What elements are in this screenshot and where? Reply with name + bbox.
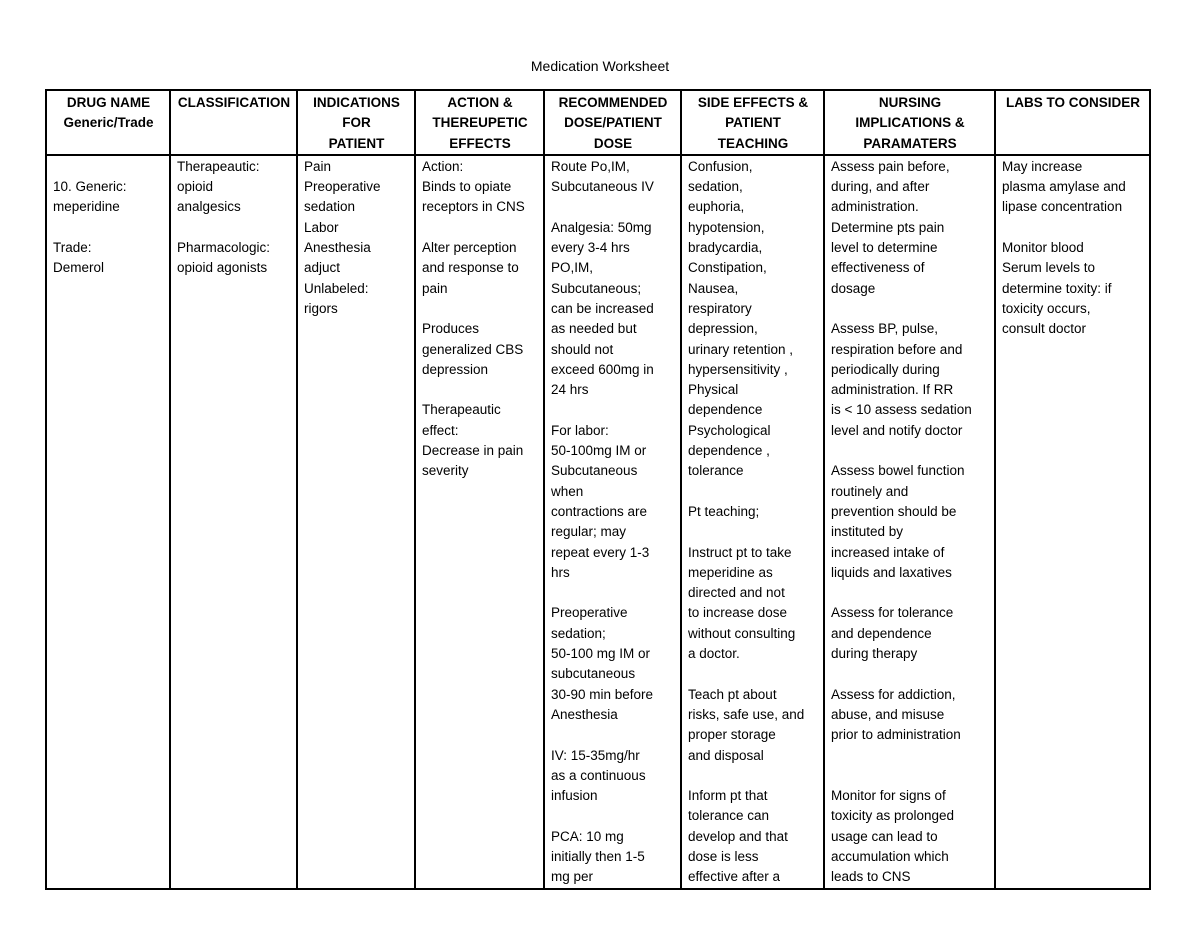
- cell-text-line: and response to: [422, 260, 519, 276]
- cell-text-line: Assess pain before,: [831, 158, 950, 174]
- cell-nursing-implications: [824, 155, 995, 889]
- cell-text-line: liquids and laxatives: [831, 564, 952, 580]
- cell-text-line: plasma amylase and: [1002, 179, 1126, 195]
- header-line: ACTION &: [447, 95, 513, 110]
- cell-text-line: rigors: [304, 300, 338, 316]
- cell-text-line: Assess BP, pulse,: [831, 321, 939, 337]
- cell-text-line: Pain: [304, 158, 332, 174]
- cell-text-line: opioid agonists: [177, 260, 268, 276]
- cell-text-line: [551, 725, 675, 745]
- cell-text-line: [831, 583, 989, 603]
- cell-text-line: urinary retention ,: [688, 341, 794, 357]
- cell-text-line: hypotension,: [688, 219, 765, 235]
- header-classification: [170, 90, 297, 155]
- cell-text-line: every 3-4 hrs: [551, 240, 630, 256]
- cell-text-line: dosage: [831, 280, 876, 296]
- cell-text-line: Monitor blood: [1002, 240, 1084, 256]
- cell-text-line: without consulting: [688, 625, 796, 641]
- cell-text-line: infusion: [551, 788, 598, 804]
- header-line: INDICATIONS: [313, 95, 400, 110]
- cell-text-line: [831, 746, 989, 766]
- header-line: TEACHING: [717, 135, 789, 151]
- cell-text-line: Assess for tolerance: [831, 605, 954, 621]
- cell-text-line: Subcutaneous;: [551, 280, 642, 296]
- cell-text-line: [422, 380, 538, 400]
- cell-text-line: prevention should be: [831, 503, 957, 519]
- cell-text-line: instituted by: [831, 524, 904, 540]
- cell-text-line: Pt teaching;: [688, 503, 760, 519]
- cell-text-line: respiration before and: [831, 341, 963, 357]
- cell-text-line: Preoperative: [304, 179, 381, 195]
- cell-text-line: level and notify doctor: [831, 422, 963, 438]
- cell-text-line: Unlabeled:: [304, 280, 369, 296]
- cell-text-line: sedation: [304, 199, 356, 215]
- cell-text-line: [831, 441, 989, 461]
- cell-text-line: tolerance: [688, 463, 744, 479]
- cell-text-line: [551, 400, 675, 420]
- header-nursing-implications: [824, 90, 995, 155]
- cell-text-line: Inform pt that: [688, 788, 768, 804]
- cell-text-line: hrs: [551, 564, 570, 580]
- cell-text-line: sedation;: [551, 625, 606, 641]
- cell-text-line: level to determine: [831, 240, 938, 256]
- cell-text-line: Subcutaneous: [551, 463, 638, 479]
- cell-text-line: sedation,: [688, 179, 743, 195]
- cell-text-line: effective after a: [688, 869, 781, 885]
- cell-text-line: [831, 766, 989, 786]
- cell-text-line: 50-100mg IM or: [551, 443, 647, 459]
- cell-text-line: Anesthesia: [304, 240, 371, 256]
- cell-text-line: dependence ,: [688, 443, 770, 459]
- cell-action-effects: [415, 155, 544, 889]
- cell-text-line: repeat every 1-3: [551, 544, 650, 560]
- cell-text-line: risks, safe use, and: [688, 706, 805, 722]
- cell-text-line: should not: [551, 341, 614, 357]
- cell-classification: [170, 155, 297, 889]
- cell-text-line: pain: [422, 280, 448, 296]
- cell-text-line: Constipation,: [688, 260, 767, 276]
- cell-text-line: Alter perception: [422, 240, 517, 256]
- cell-text-line: and dependence: [831, 625, 932, 641]
- cell-side-effects: [681, 155, 824, 889]
- cell-text-line: when: [551, 483, 584, 499]
- cell-text-line: initially then 1-5: [551, 848, 645, 864]
- cell-text-line: as a continuous: [551, 767, 646, 783]
- cell-text-line: For labor:: [551, 422, 609, 438]
- cell-text-line: lipase concentration: [1002, 199, 1123, 215]
- cell-text-line: tolerance can: [688, 808, 770, 824]
- cell-text-line: Therapeautic:: [177, 158, 260, 174]
- cell-text-line: respiratory: [688, 300, 752, 316]
- cell-text-line: toxicity as prolonged: [831, 808, 955, 824]
- cell-text-line: regular; may: [551, 524, 627, 540]
- header-indications: [297, 90, 415, 155]
- cell-text-line: Therapeautic: [422, 402, 501, 418]
- cell-text-line: effectiveness of: [831, 260, 925, 276]
- header-line: DOSE: [593, 135, 633, 151]
- cell-text-line: [688, 482, 818, 502]
- cell-text-line: IV: 15-35mg/hr: [551, 747, 640, 763]
- cell-text-line: Serum levels to: [1002, 260, 1096, 276]
- cell-text-line: [831, 664, 989, 684]
- cell-text-line: adjuct: [304, 260, 341, 276]
- cell-text-line: PCA: 10 mg: [551, 828, 624, 844]
- cell-text-line: administration. If RR: [831, 382, 954, 398]
- header-line: DOSE/PATIENT: [564, 115, 662, 131]
- cell-text-line: as needed but: [551, 321, 637, 337]
- table-row: [46, 155, 1150, 889]
- cell-text-line: Produces: [422, 321, 480, 337]
- header-line: NURSING: [878, 95, 942, 110]
- cell-text-line: Teach pt about: [688, 686, 777, 702]
- cell-text-line: [53, 157, 164, 177]
- cell-text-line: depression: [422, 361, 489, 377]
- cell-text-line: Demerol: [53, 260, 105, 276]
- cell-text-line: receptors in CNS: [422, 199, 525, 215]
- cell-text-line: during therapy: [831, 646, 918, 662]
- cell-text-line: [551, 197, 675, 217]
- cell-text-line: analgesics: [177, 199, 241, 215]
- header-side-effects: [681, 90, 824, 155]
- cell-text-line: toxicity occurs,: [1002, 300, 1091, 316]
- cell-text-line: [551, 806, 675, 826]
- cell-text-line: [53, 218, 164, 238]
- header-action-effects: [415, 90, 544, 155]
- cell-text-line: directed and not: [688, 585, 785, 601]
- cell-text-line: [551, 583, 675, 603]
- cell-text-line: generalized CBS: [422, 341, 524, 357]
- cell-text-line: Pharmacologic:: [177, 240, 271, 256]
- cell-text-line: can be increased: [551, 300, 654, 316]
- cell-text-line: [177, 218, 291, 238]
- cell-text-line: dependence: [688, 402, 763, 418]
- cell-text-line: and disposal: [688, 747, 764, 763]
- header-line: RECOMMENDED: [558, 95, 668, 110]
- cell-text-line: contractions are: [551, 503, 648, 519]
- cell-text-line: [1002, 218, 1144, 238]
- header-line: DRUG NAME: [66, 95, 151, 110]
- cell-text-line: [688, 766, 818, 786]
- cell-indications: [297, 155, 415, 889]
- cell-text-line: Subcutaneous IV: [551, 179, 654, 195]
- cell-text-line: proper storage: [688, 727, 776, 743]
- medication-table: [45, 89, 1151, 890]
- cell-text-line: subcutaneous: [551, 666, 636, 682]
- cell-text-line: during, and after: [831, 179, 930, 195]
- header-labs: [995, 90, 1150, 155]
- header-line: LABS TO CONSIDER: [1005, 95, 1140, 110]
- cell-text-line: consult doctor: [1002, 321, 1087, 337]
- page-title: Medication Worksheet: [530, 58, 670, 74]
- header-row: [46, 90, 1150, 155]
- cell-text-line: Route Po,IM,: [551, 158, 630, 174]
- cell-text-line: exceed 600mg in: [551, 361, 654, 377]
- cell-text-line: hypersensitivity ,: [688, 361, 788, 377]
- cell-text-line: depression,: [688, 321, 758, 337]
- cell-text-line: Anesthesia: [551, 706, 618, 722]
- cell-text-line: Nausea,: [688, 280, 739, 296]
- cell-text-line: [831, 299, 989, 319]
- cell-text-line: is < 10 assess sedation: [831, 402, 972, 418]
- cell-text-line: develop and that: [688, 828, 788, 844]
- header-line: THEREUPETIC: [432, 115, 528, 131]
- cell-text-line: severity: [422, 463, 469, 479]
- cell-text-line: Labor: [304, 219, 339, 235]
- cell-text-line: euphoria,: [688, 199, 745, 215]
- cell-text-line: May increase: [1002, 158, 1083, 174]
- header-line: FOR: [342, 115, 371, 131]
- cell-text-line: routinely and: [831, 483, 909, 499]
- header-drug-name: [46, 90, 170, 155]
- header-recommended-dose: [544, 90, 681, 155]
- cell-text-line: Determine pts pain: [831, 219, 945, 235]
- cell-text-line: 50-100 mg IM or: [551, 646, 651, 662]
- cell-recommended-dose: [544, 155, 681, 889]
- cell-text-line: 24 hrs: [551, 382, 589, 398]
- cell-text-line: Confusion,: [688, 158, 753, 174]
- header-line: Generic/Trade: [63, 115, 154, 131]
- cell-drug-name: [46, 155, 170, 889]
- cell-text-line: Instruct pt to take: [688, 544, 792, 560]
- cell-text-line: Physical: [688, 382, 739, 398]
- header-line: SIDE EFFECTS &: [697, 95, 809, 110]
- header-line: CLASSIFICATION: [177, 95, 291, 110]
- cell-text-line: Analgesia: 50mg: [551, 219, 652, 235]
- header-line: PATIENT: [328, 135, 385, 151]
- cell-text-line: prior to administration: [831, 727, 961, 743]
- cell-text-line: [688, 664, 818, 684]
- cell-text-line: increased intake of: [831, 544, 945, 560]
- cell-text-line: mg per: [551, 869, 594, 885]
- header-line: EFFECTS: [449, 135, 511, 151]
- cell-text-line: abuse, and misuse: [831, 706, 945, 722]
- cell-text-line: a doctor.: [688, 646, 740, 662]
- cell-text-line: Assess bowel function: [831, 463, 965, 479]
- header-line: IMPLICATIONS &: [855, 115, 965, 131]
- cell-text-line: Action:: [422, 158, 464, 174]
- cell-text-line: 10. Generic:: [53, 179, 127, 195]
- cell-text-line: periodically during: [831, 361, 940, 377]
- cell-text-line: [422, 299, 538, 319]
- cell-text-line: to increase dose: [688, 605, 788, 621]
- cell-text-line: effect:: [422, 422, 459, 438]
- cell-text-line: dose is less: [688, 848, 759, 864]
- cell-text-line: PO,IM,: [551, 260, 594, 276]
- header-line: PARAMATERS: [863, 135, 957, 151]
- cell-text-line: Assess for addiction,: [831, 686, 956, 702]
- cell-text-line: Psychological: [688, 422, 771, 438]
- cell-text-line: opioid: [177, 179, 214, 195]
- cell-text-line: usage can lead to: [831, 828, 938, 844]
- cell-text-line: [688, 522, 818, 542]
- cell-text-line: Decrease in pain: [422, 443, 524, 459]
- cell-text-line: leads to CNS: [831, 869, 911, 885]
- cell-text-line: Binds to opiate: [422, 179, 512, 195]
- cell-text-line: [422, 218, 538, 238]
- cell-text-line: bradycardia,: [688, 240, 763, 256]
- cell-text-line: Trade:: [53, 240, 92, 256]
- cell-text-line: meperidine: [53, 199, 120, 215]
- cell-text-line: meperidine as: [688, 564, 773, 580]
- cell-text-line: administration.: [831, 199, 919, 215]
- cell-text-line: Preoperative: [551, 605, 628, 621]
- cell-text-line: accumulation which: [831, 848, 949, 864]
- header-line: PATIENT: [725, 115, 781, 131]
- cell-text-line: Monitor for signs of: [831, 788, 946, 804]
- cell-text-line: 30-90 min before: [551, 686, 654, 702]
- cell-text-line: determine toxity: if: [1002, 280, 1112, 296]
- cell-labs: [995, 155, 1150, 889]
